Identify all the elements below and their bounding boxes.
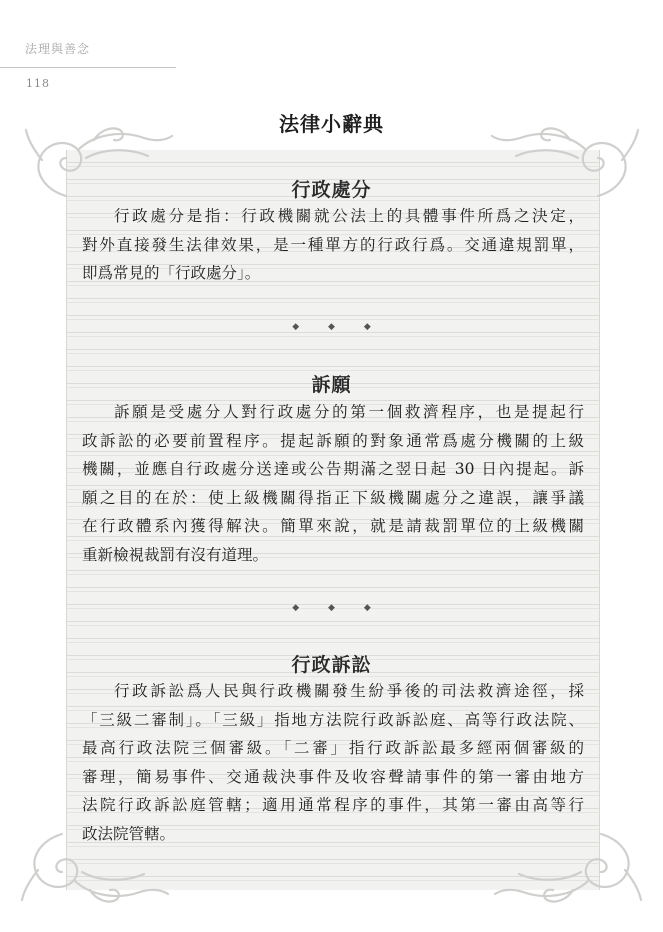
dictionary-title: 法律小辭典 (279, 112, 384, 136)
section-separator (0, 322, 663, 332)
body-line: 法院行政訴訟庭管轄；適用通常程序的事件，其第一審由高等行 (82, 796, 584, 815)
section-body-petition (82, 398, 584, 570)
body-line: 政法院管轄。 (82, 824, 176, 843)
body-line: 在行政體系內獲得解決。簡單來說，就是請裁罰單位的上級機關 (82, 517, 584, 536)
diamond-glyph: ◆ (292, 322, 300, 332)
diamond-glyph: ◆ (363, 603, 371, 613)
running-header-book-title: 法理與善念 (25, 42, 91, 56)
diamond-glyph: ◆ (328, 603, 335, 613)
diamond-glyph: ◆ (363, 322, 371, 332)
section-body-administrative-litigation (82, 677, 584, 849)
body-line: 「三級二審制」。「三級」指地方法院行政訴訟庭、高等行政法院、 (82, 710, 584, 729)
body-line: 對外直接發生法律效果，是一種單方的行政行爲。交通違規罰單， (82, 235, 584, 254)
section-body-administrative-disposition (82, 202, 584, 288)
page-number: 118 (26, 77, 50, 90)
section-title-petition: 訴願 (311, 374, 352, 396)
section-title-administrative-litigation: 行政訴訟 (291, 654, 372, 676)
section-separator (0, 603, 663, 613)
section-title-administrative-disposition: 行政處分 (291, 179, 372, 201)
body-line: 願之目的在於：使上級機關得指正下級機關處分之違誤，讓爭議 (82, 488, 584, 507)
diamond-glyph: ◆ (292, 603, 300, 613)
body-line: 政訴訟的必要前置程序。提起訴願的對象通常爲處分機關的上級 (82, 431, 584, 450)
diamond-glyph: ◆ (328, 322, 335, 332)
body-line: 重新檢視裁罰有沒有道理。 (82, 545, 269, 564)
header-divider (0, 67, 176, 68)
body-line: 即爲常見的「行政處分」。 (82, 264, 261, 283)
body-line: 最高行政法院三個審級。「二審」指行政訴訟最多經兩個審級的 (82, 739, 584, 758)
body-line: 審理，簡易事件、交通裁決事件及收容聲請事件的第一審由地方 (82, 767, 584, 786)
body-line: 機關，並應自行政處分送達或公告期滿之翌日起 30 日內提起。訴 (82, 460, 584, 479)
body-line: 行政訴訟爲人民與行政機關發生紛爭後的司法救濟途徑，採 (114, 682, 584, 700)
body-line: 訴願是受處分人對行政處分的第一個救濟程序，也是提起行 (114, 403, 584, 421)
body-line: 行政處分是指：行政機關就公法上的具體事件所爲之決定， (114, 207, 584, 225)
